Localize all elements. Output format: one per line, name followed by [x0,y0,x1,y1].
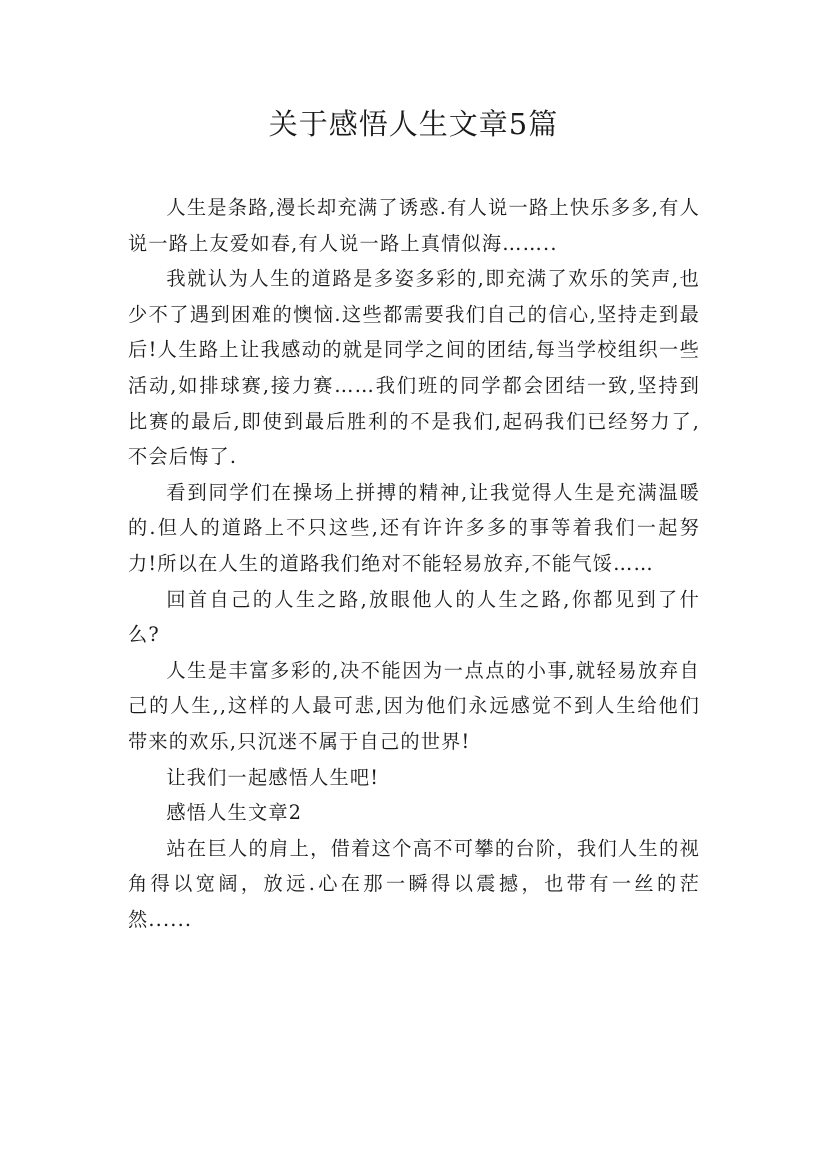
paragraph-1: 人生是条路,漫长却充满了诱惑.有人说一路上快乐多多,有人说一路上友爱如春,有人说一路上真情似海…….. [128,196,700,255]
paragraph-6: 让我们一起感悟人生吧! [166,765,380,789]
document-title: 关于感悟人生文章5篇 [268,107,559,141]
document-body [128,190,700,937]
paragraph-5: 人生是丰富多彩的,决不能因为一点点的小事,就轻易放弃自己的人生,,这样的人最可悲,因为他们永远感觉不到人生给他们带来的欢乐,只沉迷不属于自己的世界! [128,658,700,753]
paragraph-7: 站在巨人的肩上，借着这个高不可攀的台阶，我们人生的视角得以宽阔，放远.心在那一瞬得以震撼，也带有一丝的茫然...... [128,836,700,931]
paragraph-4: 回首自己的人生之路,放眼他人的人生之路,你都见到了什么? [128,587,700,647]
paragraph-3: 看到同学们在操场上拼搏的精神,让我觉得人生是充满温暖的.但人的道路上不只这些,还有许许多多的事等着我们一起努力!所以在人生的道路我们绝对不能轻易放弃,不能气馁…… [128,480,700,575]
paragraph-2: 我就认为人生的道路是多姿多彩的,即充满了欢乐的笑声,也少不了遇到困难的懊恼.这些都需要我们自己的信心,坚持走到最后!人生路上让我感动的就是同学之间的团结,每当学校组织一些活动,如排球赛,接力赛……我们班的同学都会团结一致,坚持到比赛的最后,即使到最后胜利的不是我们,起码我们已经努力了,不会后悔了. [128,267,700,469]
section-heading-2: 感悟人生文章2 [166,801,303,825]
